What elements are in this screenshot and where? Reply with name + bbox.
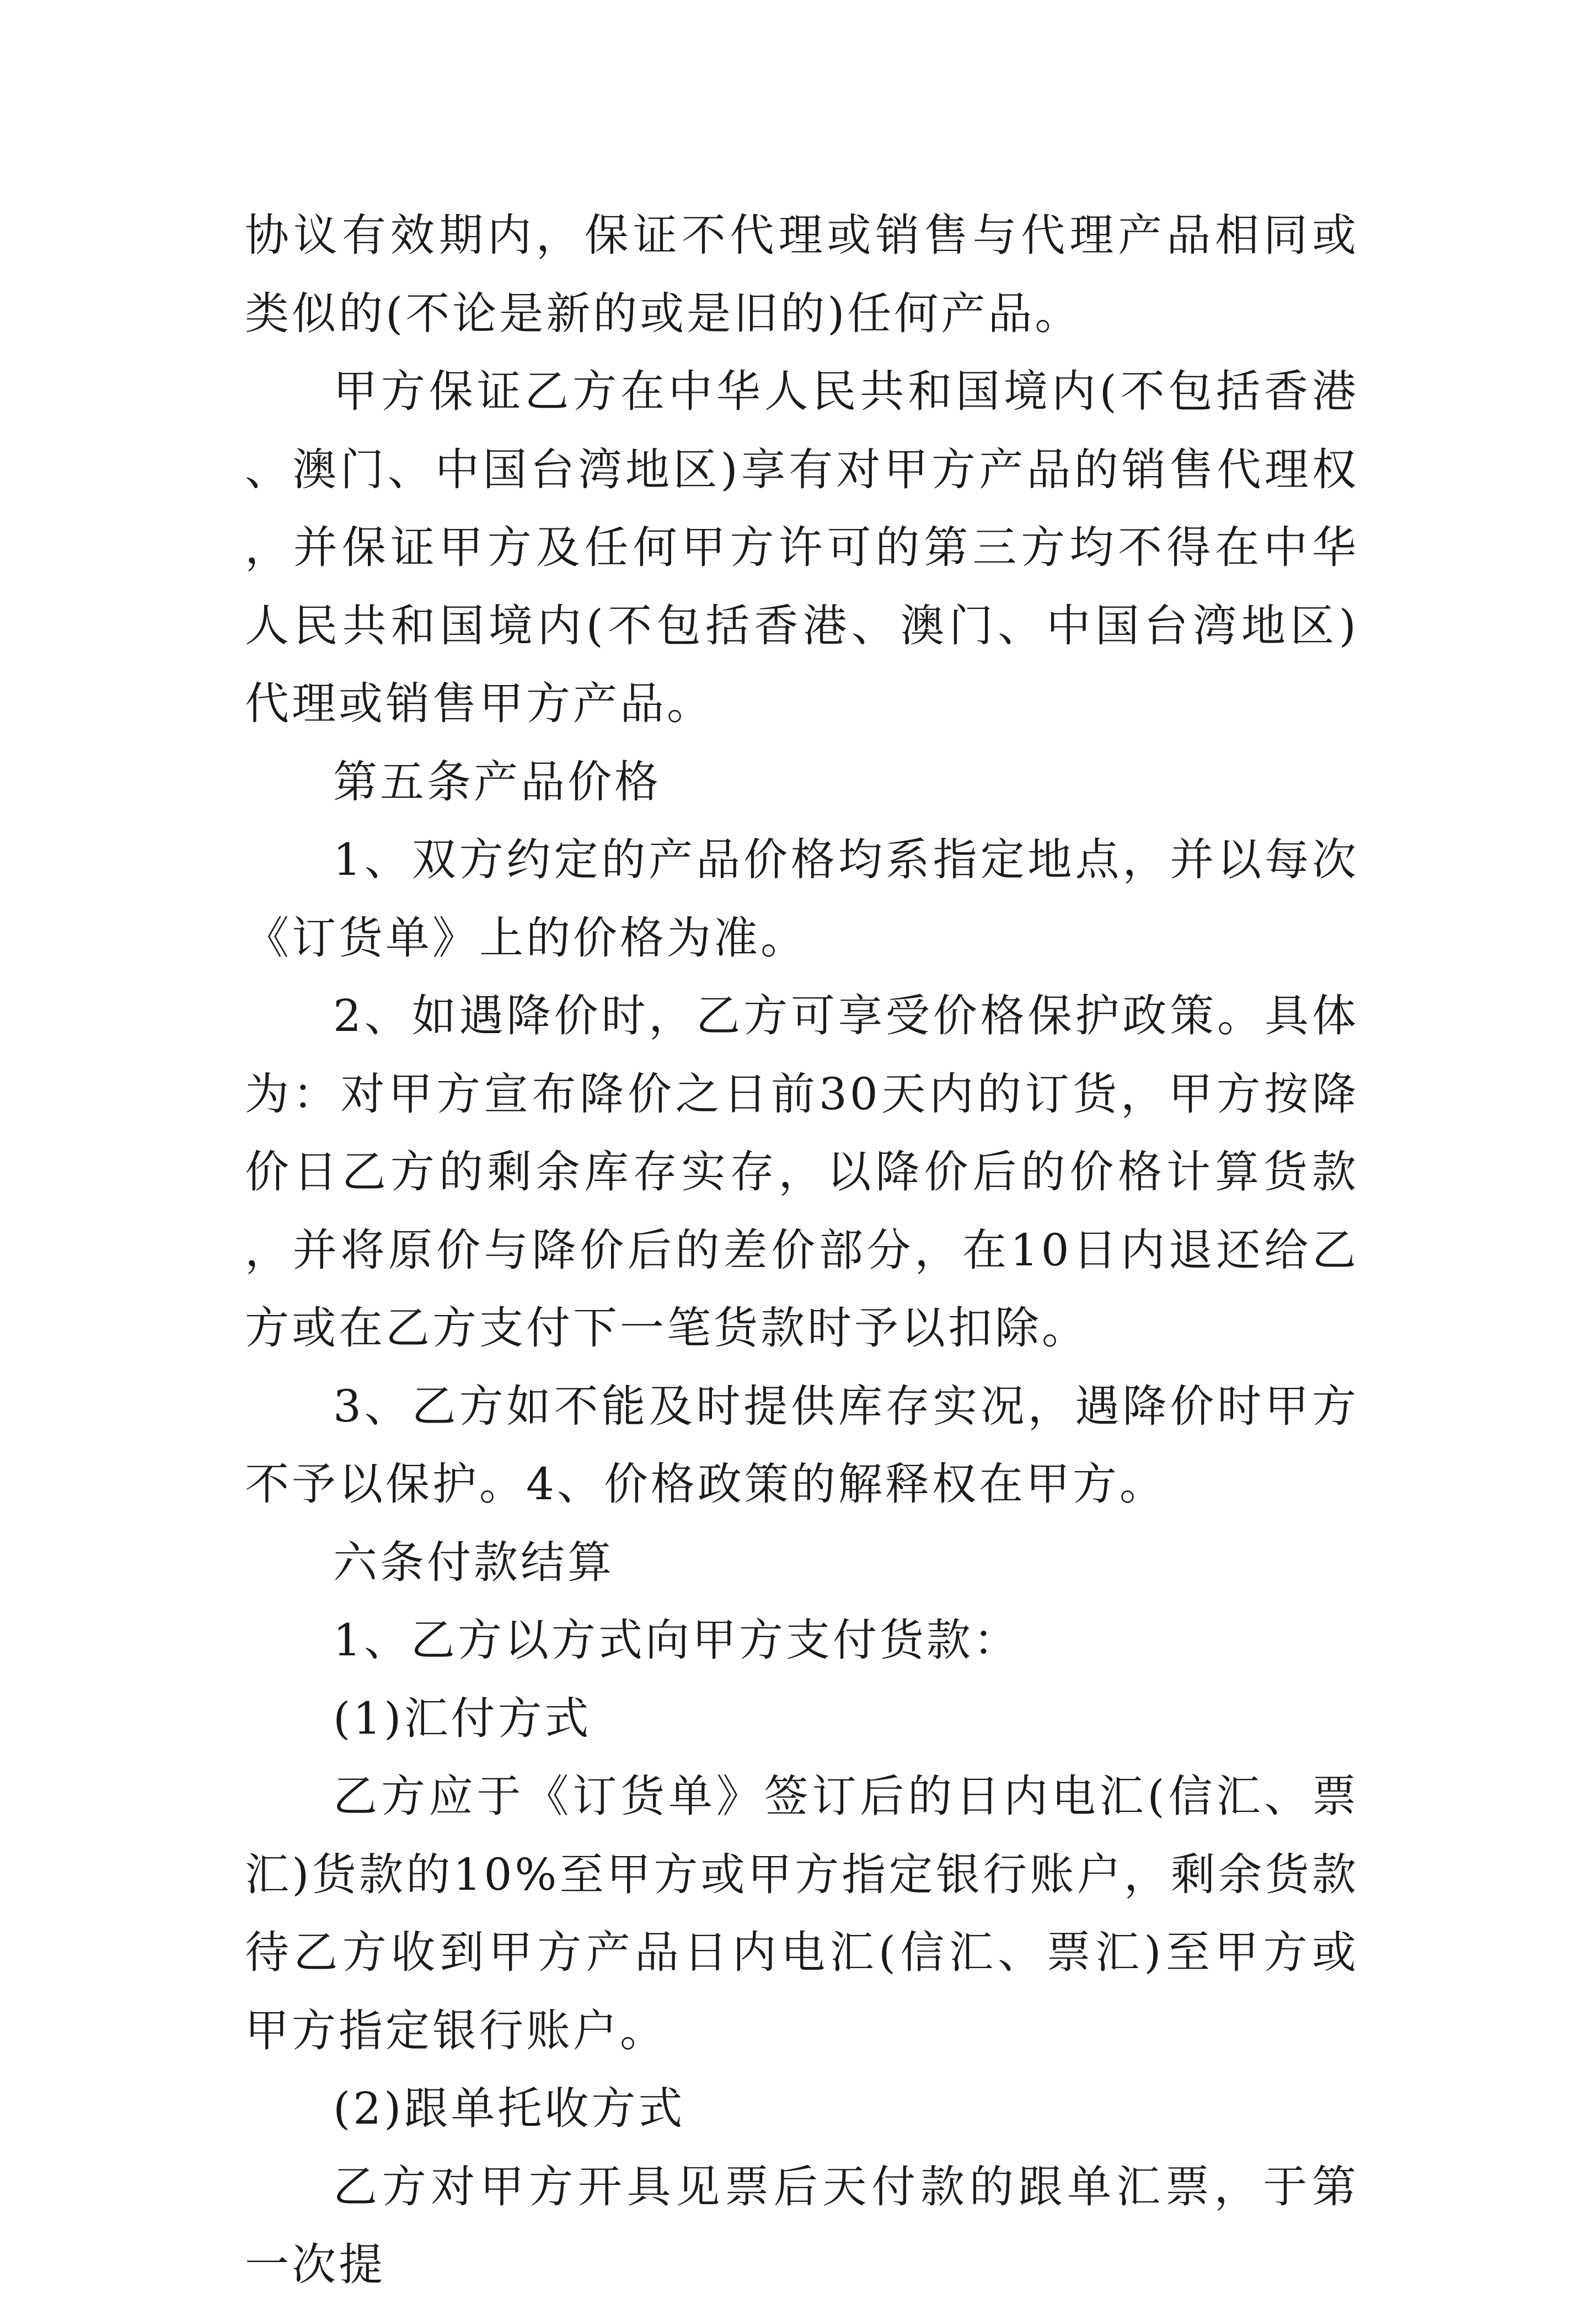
document-body (245, 196, 1359, 2304)
section-heading-article-6: 六条付款结算 (333, 1536, 614, 1588)
subheading-remittance: (1)汇付方式 (333, 1692, 592, 1744)
subheading-documentary-collection: (2)跟单托收方式 (333, 2083, 685, 2134)
paragraph-payment-1: 1、乙方以方式向甲方支付货款： (333, 1615, 1020, 1666)
paragraph-2: 甲方保证乙方在中华人民共和国境内(不包括香港、澳门、中国台湾地区)享有对甲方产品的销售代理权，并保证甲方及任何甲方许可的第三方均不得在中华人民共和国境内(不包括香港、澳门、中国台湾地区)代理或销售甲方产品。 (245, 366, 1359, 729)
paragraph-remittance: 乙方应于《订货单》签订后的日内电汇(信汇、票汇)货款的10%至甲方或甲方指定银行账户，剩余货款待乙方收到甲方产品日内电汇(信汇、票汇)至甲方或甲方指定银行账户。 (245, 1771, 1359, 2056)
paragraph-price-3: 3、乙方如不能及时提供库存实况，遇降价时甲方不予以保护。4、价格政策的解释权在甲方。 (245, 1380, 1359, 1510)
paragraph-price-1: 1、双方约定的产品价格均系指定地点，并以每次《订货单》上的价格为准。 (245, 834, 1359, 964)
paragraph-documentary-collection: 乙方对甲方开具见票后天付款的跟单汇票，于第一次提 (245, 2161, 1359, 2290)
section-heading-article-5: 第五条产品价格 (333, 756, 661, 808)
paragraph-price-2: 2、如遇降价时，乙方可享受价格保护政策。具体为：对甲方宣布降价之日前30天内的订货，甲方按降价日乙方的剩余库存实存，以降价后的价格计算货款，并将原价与降价后的差价部分，在10日内退还给乙方或在乙方支付下一笔货款时予以扣除。 (245, 990, 1359, 1354)
paragraph-1: 协议有效期内，保证不代理或销售与代理产品相同或类似的(不论是新的或是旧的)任何产品。 (245, 210, 1359, 339)
